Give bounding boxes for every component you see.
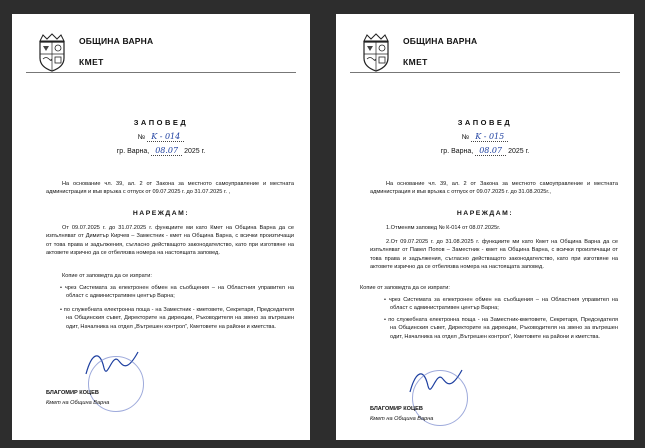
order-paragraph: От 09.07.2025 г. до 31.07.2025 г. функциите ми като Кмет на Община Варна да се изпълняват от Димитър Кирчев – Заместник - кмет на Община Варна, с всички произтичащи от това права и задължения, съгласно действащото законодателство, като при изготвяне на актовете изрично да се отбелязва номера на настоящата заповед. (46, 225, 294, 257)
recipient-bullet-2: • по служебната електронна поща - на Заместник - кметовете, Секретаря, Председателя на Общинския съвет, Директорите на дирекции, Ръководителя на звено за вътрешен одит, Началника на отдел „Вътрешен контрол“, Кметовете на райони и кметства. (60, 307, 294, 330)
handwritten-date: 08.07 (151, 146, 182, 156)
order-date-line (12, 146, 310, 155)
varna-coat-of-arms-icon (361, 32, 391, 72)
header-divider (350, 72, 620, 73)
letterhead (361, 32, 611, 74)
header-divider (26, 72, 296, 73)
preamble-text: На основание чл. 39, ал. 2 от Закона за местното самоуправление и местната администрация и във връзка с отпуск от 09.07.2025 г. до 31.07.2025 г. , (46, 181, 294, 196)
signer-role: Кмет на Община Варна (370, 416, 434, 422)
organization-name: ОБЩИНА ВАРНА (403, 36, 478, 46)
handwritten-order-number: K - 014 (147, 132, 184, 142)
order-number-line (336, 132, 634, 141)
document-page-right (336, 14, 634, 440)
preamble-text: На основание чл. 39, ал. 2 от Закона за местното самоуправление и местната администрация и във връзка с отпуск от 09.07.2025 г. до 31.08.2025г., (370, 181, 618, 196)
orders-heading: НАРЕЖДАМ: (456, 210, 514, 217)
order-number-line (12, 132, 310, 141)
signer-role: Кмет на Община Варна (46, 400, 110, 406)
document-page-left (12, 14, 310, 440)
organization-name: ОБЩИНА ВАРНА (79, 36, 154, 46)
copies-intro: Копие от заповедта да се изпрати: (360, 285, 450, 291)
number-prefix: № (461, 134, 470, 141)
order-item-1: 1.Отменям заповед № К-014 от 08.07.2025г. (386, 225, 501, 231)
copies-intro: Копие от заповедта да се изпрати: (62, 273, 152, 279)
signer-name: БЛАГОМИР КОЦЕВ (46, 390, 99, 396)
place-prefix: гр. Варна, (440, 148, 474, 155)
recipient-bullet-1: • чрез Системата за електронен обмен на съобщения – на Областния управител на област с административен център Варна; (60, 285, 294, 300)
letterhead (37, 32, 287, 74)
order-title: ЗАПОВЕД (133, 118, 189, 127)
varna-coat-of-arms-icon (37, 32, 67, 72)
order-title: ЗАПОВЕД (457, 118, 513, 127)
order-date-line (336, 146, 634, 155)
year-suffix: 2025 г. (508, 148, 530, 155)
orders-heading: НАРЕЖДАМ: (132, 210, 190, 217)
handwritten-date: 08.07 (475, 146, 506, 156)
signer-name: БЛАГОМИР КОЦЕВ (370, 406, 423, 412)
mayor-label: КМЕТ (403, 57, 428, 67)
mayor-label: КМЕТ (79, 57, 104, 67)
place-prefix: гр. Варна, (116, 148, 150, 155)
year-suffix: 2025 г. (184, 148, 206, 155)
recipient-bullet-1: • чрез Системата за електронен обмен на съобщения – на Областния управител на област с административен център Варна; (384, 297, 618, 312)
recipient-bullet-2: • по служебната електронна поща - на Заместник-кметовете, Секретаря, Председателя на Общинския съвет, Директорите на дирекции, Ръководителя на звено за вътрешен одит, Началника на отдел „Вътрешен контрол“, Кметовете на райони и кметства. (384, 317, 618, 340)
number-prefix: № (137, 134, 146, 141)
order-paragraph: 2.От 09.07.2025 г. до 31.08.2025 г. функциите ми като Кмет на Община Варна да се изпълняват от Павел Попов – Заместник - кмет на Община Варна, с всички произтичащи от това права и задължения, съгласно действащото законодателство, като при изготвяне на актовете изрично да се отбелязва номера на настоящата заповед. (370, 239, 618, 271)
handwritten-order-number: K - 015 (471, 132, 508, 142)
